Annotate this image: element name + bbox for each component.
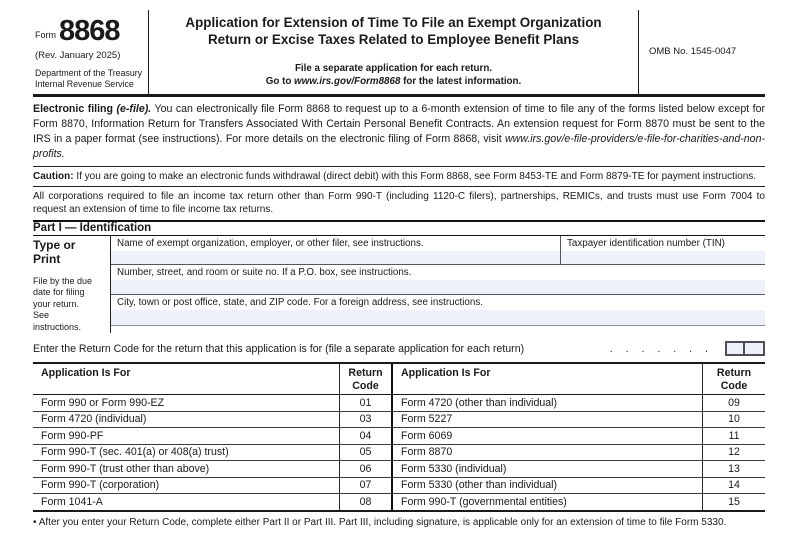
table-cell-return-code: 11 (702, 428, 765, 445)
table-cell-return-code: 03 (339, 412, 391, 429)
table-cell-return-code: 15 (702, 494, 765, 510)
efile-url-link[interactable]: www.irs.gov/e-file-providers/e-file-for-charities-and-non-profits. (33, 132, 765, 160)
corporations-paragraph: All corporations required to file an income tax return other than Form 990-T (including 1120-C filers), partnerships, REMICs, and trusts must use Form 7004 to request an extension of time to file income tax returns. (33, 190, 765, 215)
column-header-application-left: Application Is For (33, 364, 339, 395)
table-cell-application: Form 1041-A (41, 495, 103, 508)
table-cell-return-code: 08 (339, 494, 391, 510)
part1-heading: Part I — Identification (33, 220, 765, 236)
column-header-return-code-right: Return Code (702, 364, 765, 395)
caution-paragraph: Caution: If you are going to make an electronic funds withdrawal (direct debit) with this Form 8868, see Form 8453-TE and Form 8879-TE for payment instructions. (33, 167, 765, 187)
table-cell-application: Form 5330 (individual) (391, 461, 702, 478)
city-field-label: City, town or post office, state, and ZIP code. For a foreign address, see instructions. (117, 297, 483, 309)
form-title-block (149, 10, 639, 94)
separate-application-note: File a separate application for each return. (294, 63, 493, 75)
tin-field-cell (560, 236, 765, 264)
table-cell-return-code: 04 (339, 428, 391, 445)
form8868-url-link[interactable]: www.irs.gov/Form8868 (294, 75, 401, 87)
name-input[interactable] (111, 251, 560, 264)
name-tin-row (111, 236, 765, 265)
table-cell-return-code: 09 (702, 395, 765, 412)
street-input[interactable] (111, 280, 765, 294)
efile-paragraph: Electronic filing (e-file). You can electronically file Form 8868 to request up to a 6-month extension of time to file any of the forms listed below except for Form 8870, Information Return for Transfers Associated With Certain Personal Benefit Contracts. An extension request for Form 8870 must be sent to the IRS in a paper format (see instructions). For more details on the electronic filing of Form 8868, visit www.irs.gov/e-file-providers/e-file-for-charities-and-non-profits. (33, 97, 765, 167)
table-cell-application: Form 990-PF (33, 428, 339, 445)
table-cell-return-code: 12 (702, 445, 765, 462)
return-code-boxes (725, 341, 765, 356)
agency-line-2: Internal Revenue Service (35, 78, 134, 89)
form-number-block (33, 10, 149, 94)
tin-field-label: Taxpayer identification number (TIN) (567, 238, 725, 250)
table-cell-application: Form 8870 (391, 445, 702, 462)
return-code-prompt: Enter the Return Code for the return that this application is for (file a separate application for each return) (33, 342, 525, 355)
omb-number: OMB No. 1545-0047 (649, 46, 737, 58)
form-number: 8868 (59, 15, 120, 47)
form-title (157, 14, 630, 48)
part1-identification-table (33, 236, 765, 333)
agency-line-1: Department of the Treasury (35, 68, 143, 79)
table-cell-application: Form 990-T (trust other than above) (33, 461, 339, 478)
table-cell-return-code: 01 (339, 395, 391, 412)
caution-label: Caution: (33, 170, 74, 182)
table-cell-application: Form 6069 (391, 428, 702, 445)
column-header-return-code-left: Return Code (339, 364, 391, 395)
name-field-cell (111, 236, 560, 264)
table-cell-application: Form 4720 (other than individual) (391, 395, 702, 412)
column-header-application-right: Application Is For (391, 364, 702, 395)
form-subtitle (157, 63, 630, 88)
table-cell-return-code: 06 (339, 461, 391, 478)
agency-block (35, 68, 142, 89)
table-cell-application: Form 990-T (sec. 401(a) or 408(a) trust) (33, 445, 339, 462)
return-code-box-2[interactable] (745, 341, 765, 356)
table-cell-application: Form 990-T (governmental entities) (391, 494, 702, 510)
form-number-row (35, 15, 142, 47)
table-cell-return-code: 05 (339, 445, 391, 462)
tin-input[interactable] (561, 251, 765, 264)
table-cell-return-code: 14 (702, 478, 765, 495)
type-or-print-label: Type or Print (33, 238, 76, 266)
part1-fields (110, 236, 765, 333)
goto-note: Go to www.irs.gov/Form8868 for the latest information. (265, 75, 522, 87)
table-cell-return-code: 13 (702, 461, 765, 478)
return-code-box-1[interactable] (725, 341, 745, 356)
name-field-label: Name of exempt organization, employer, or other filer, see instructions. (117, 238, 424, 250)
type-or-print-column (33, 236, 110, 333)
table-cell-return-code: 10 (702, 412, 765, 429)
return-code-table (33, 362, 765, 512)
revision-date: (Rev. January 2025) (35, 50, 121, 62)
table-cell-application: Form 5330 (other than individual) (391, 478, 702, 495)
city-input[interactable] (111, 310, 765, 325)
file-by-note: File by the due date for filing your return. See instructions. (33, 275, 93, 332)
return-code-entry (33, 341, 765, 356)
city-row (111, 295, 765, 326)
street-row (111, 265, 765, 295)
form-label: Form (35, 30, 56, 41)
table-cell-application: Form 5227 (391, 412, 702, 429)
form-title-line-1: Application for Extension of Time To File an Exempt Organization (185, 15, 602, 30)
table-cell-application: Form 990 or Form 990-EZ (33, 395, 339, 412)
table-cell-application: Form 4720 (individual) (33, 412, 339, 429)
form-title-line-2: Return or Excise Taxes Related to Employee Benefit Plans (207, 32, 580, 48)
footnote: • After you enter your Return Code, complete either Part II or Part III. Part III, including signature, is applicable only for an extension of time to file Form 5330. (33, 516, 727, 528)
street-field-label: Number, street, and room or suite no. If a P.O. box, see instructions. (117, 267, 412, 279)
table-cell-return-code: 07 (339, 478, 391, 495)
table-cell-application: Form 990-T (corporation) (33, 478, 339, 495)
dot-leader: . . . . . . . (609, 342, 713, 355)
form-header (33, 10, 765, 97)
